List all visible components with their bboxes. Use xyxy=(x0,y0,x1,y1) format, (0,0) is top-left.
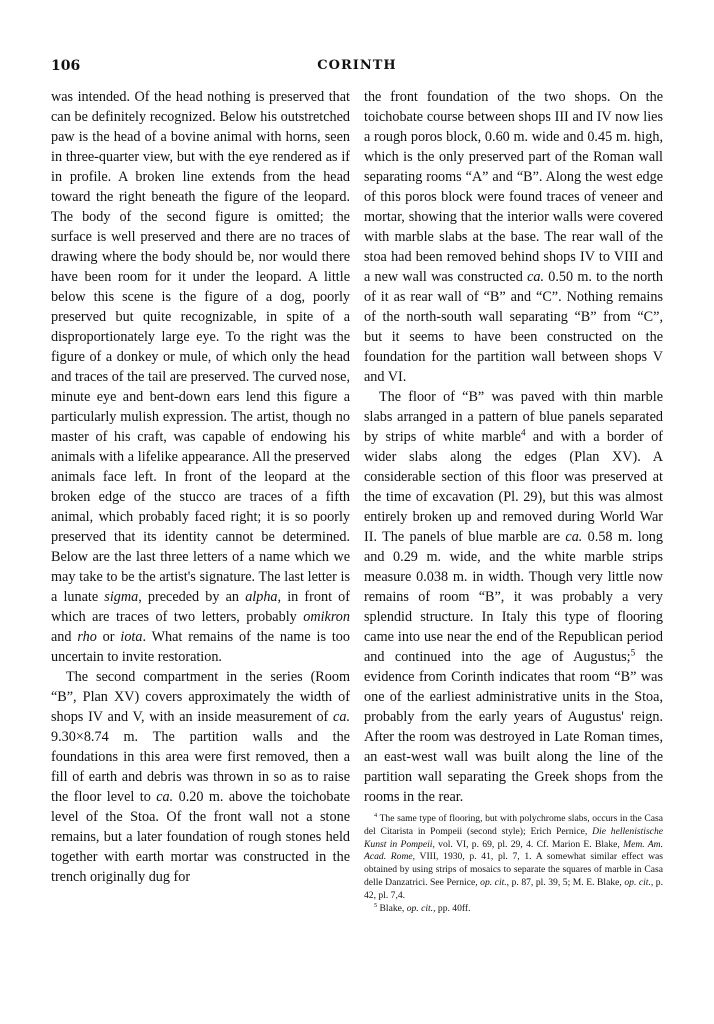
paragraph-floor-of-b: The floor of “B” was paved with thin marble slabs arranged in a pattern of blue panels separated by strips of white marble$^4$ and with a border of wider slabs along the edges (Plan XV). A considerable section of this floor was preserved at the time of excavation (Pl. 29), but this was almost entirely broken up and removed during World War II. The panels of blue marble are ca. 0.58 m. long and 0.29 m. wide, and the white marble strips measure 0.038 m. in width. Though very little now remains of room “B”, it was probably a very splendid structure. In Italy this type of flooring came into use near the end of the Republican period and continued into the age of Augustus;$^5$ the evidence from Corinth indicates that room “B” was one of the earliest administrative units in the Stoa, probably from the early years of Augustus' reign. After the room was destroyed in Late Roman times, an east-west wall was built along the line of the partition wall separating the Greek shops from the rooms in the rear. xyxy=(364,389,663,805)
running-title: CORINTH xyxy=(317,58,397,73)
paragraph-second-compartment: The second compartment in the series (Room “B”, Plan XV) covers approximately the width of shops IV and V, with an inside measurement of ca. 9.30×8.74 m. The partition walls and the foundations in this area were first removed, then a fill of earth and debris was thrown in so as to raise the floor level to ca. 0.20 m. above the toichobate level of the Stoa. Of the front wall not a stone remains, but a later foundation of rough stones held together with earth mortar was constructed in the trench originally dug for xyxy=(51,669,350,885)
paragraph-leopard-scene: was intended. Of the head nothing is preserved that can be definitely recognized. Below his outstretched paw is the head of a bovine animal with horns, seen in three-quarter view, but with the eye rendered as if in profile. A broken line extends from the head toward the right beneath the figure of the leopard. The body of the second figure is omitted; the surface is well preserved and there are no traces of drawing where the body should be, nor would there have been room for it under the leopard. A little below this scene is the figure of a dog, poorly preserved but quite recognizable, in spite of a disproportionately large eye. To the right was the figure of a donkey or mule, of which only the head and traces of the tail are preserved. The curved nose, minute eye and bent-down ears lend this figure a particularly mulish expression. The artist, though no master of his craft, was capable of endowing his animals with a lifelike appearance. All the preserved animals face left. In front of the leopard at the broken edge of the stucco are traces of a fifth animal, which probably faced right; it is so poorly preserved that its identity cannot be determined. Below are the last three letters of a name which we may take to be the artist's signature. The last letter is a lunate sigma, preceded by an alpha, in front of which are traces of two letters, probably omikron and rho or iota. What remains of the name is too uncertain to invite restoration. xyxy=(51,89,350,665)
left-column xyxy=(51,87,350,887)
paragraph-front-foundation: the front foundation of the two shops. On the toichobate course between shops III and IV now lies a rough poros block, 0.60 m. wide and 0.45 m. high, which is the only preserved part of the Roman wall separating rooms “A” and “B”. Along the west edge of this poros block were found traces of veneer and mortar, showing that the interior walls were covered with marble slabs at the base. The rear wall of the stoa had been removed behind shops IV to VIII and a new wall was constructed ca. 0.50 m. to the north of it as rear wall of “B” and “C”. Nothing remains of the north-south wall separating “B” from “C”, but it seems to have been constructed on the foundation for the partition wall between shops V and VI. xyxy=(364,89,663,385)
footnote-ref-4: 4 xyxy=(520,427,526,438)
footnotes xyxy=(364,813,663,915)
footnote-4: $^4$ The same type of flooring, but with polychrome slabs, occurs in the Casa del Citarista in Pompeii (second style); Erich Pernice, Die hellenistische Kunst in Pompeii, vol. VI, p. 69, pl. 29, 4. Cf. Marion E. Blake, Mem. Am. Acad. Rome, VIII, 1930, p. 41, pl. 7, 1. A somewhat similar effect was obtained by using strips of mosaics to separate the squares of marble in Casa delle Danzatrici. See Pernice, op. cit., p. 87, pl. 39, 5; M. E. Blake, op. cit., p. 42, pl. 7,4. xyxy=(364,811,663,901)
footnote-ref-5: 5 xyxy=(630,647,636,658)
page-number: 106 xyxy=(51,58,81,74)
right-column xyxy=(364,87,663,915)
footnote-5: $^5$ Blake, op. cit., pp. 40ff. xyxy=(374,901,471,914)
page-header xyxy=(0,58,714,80)
